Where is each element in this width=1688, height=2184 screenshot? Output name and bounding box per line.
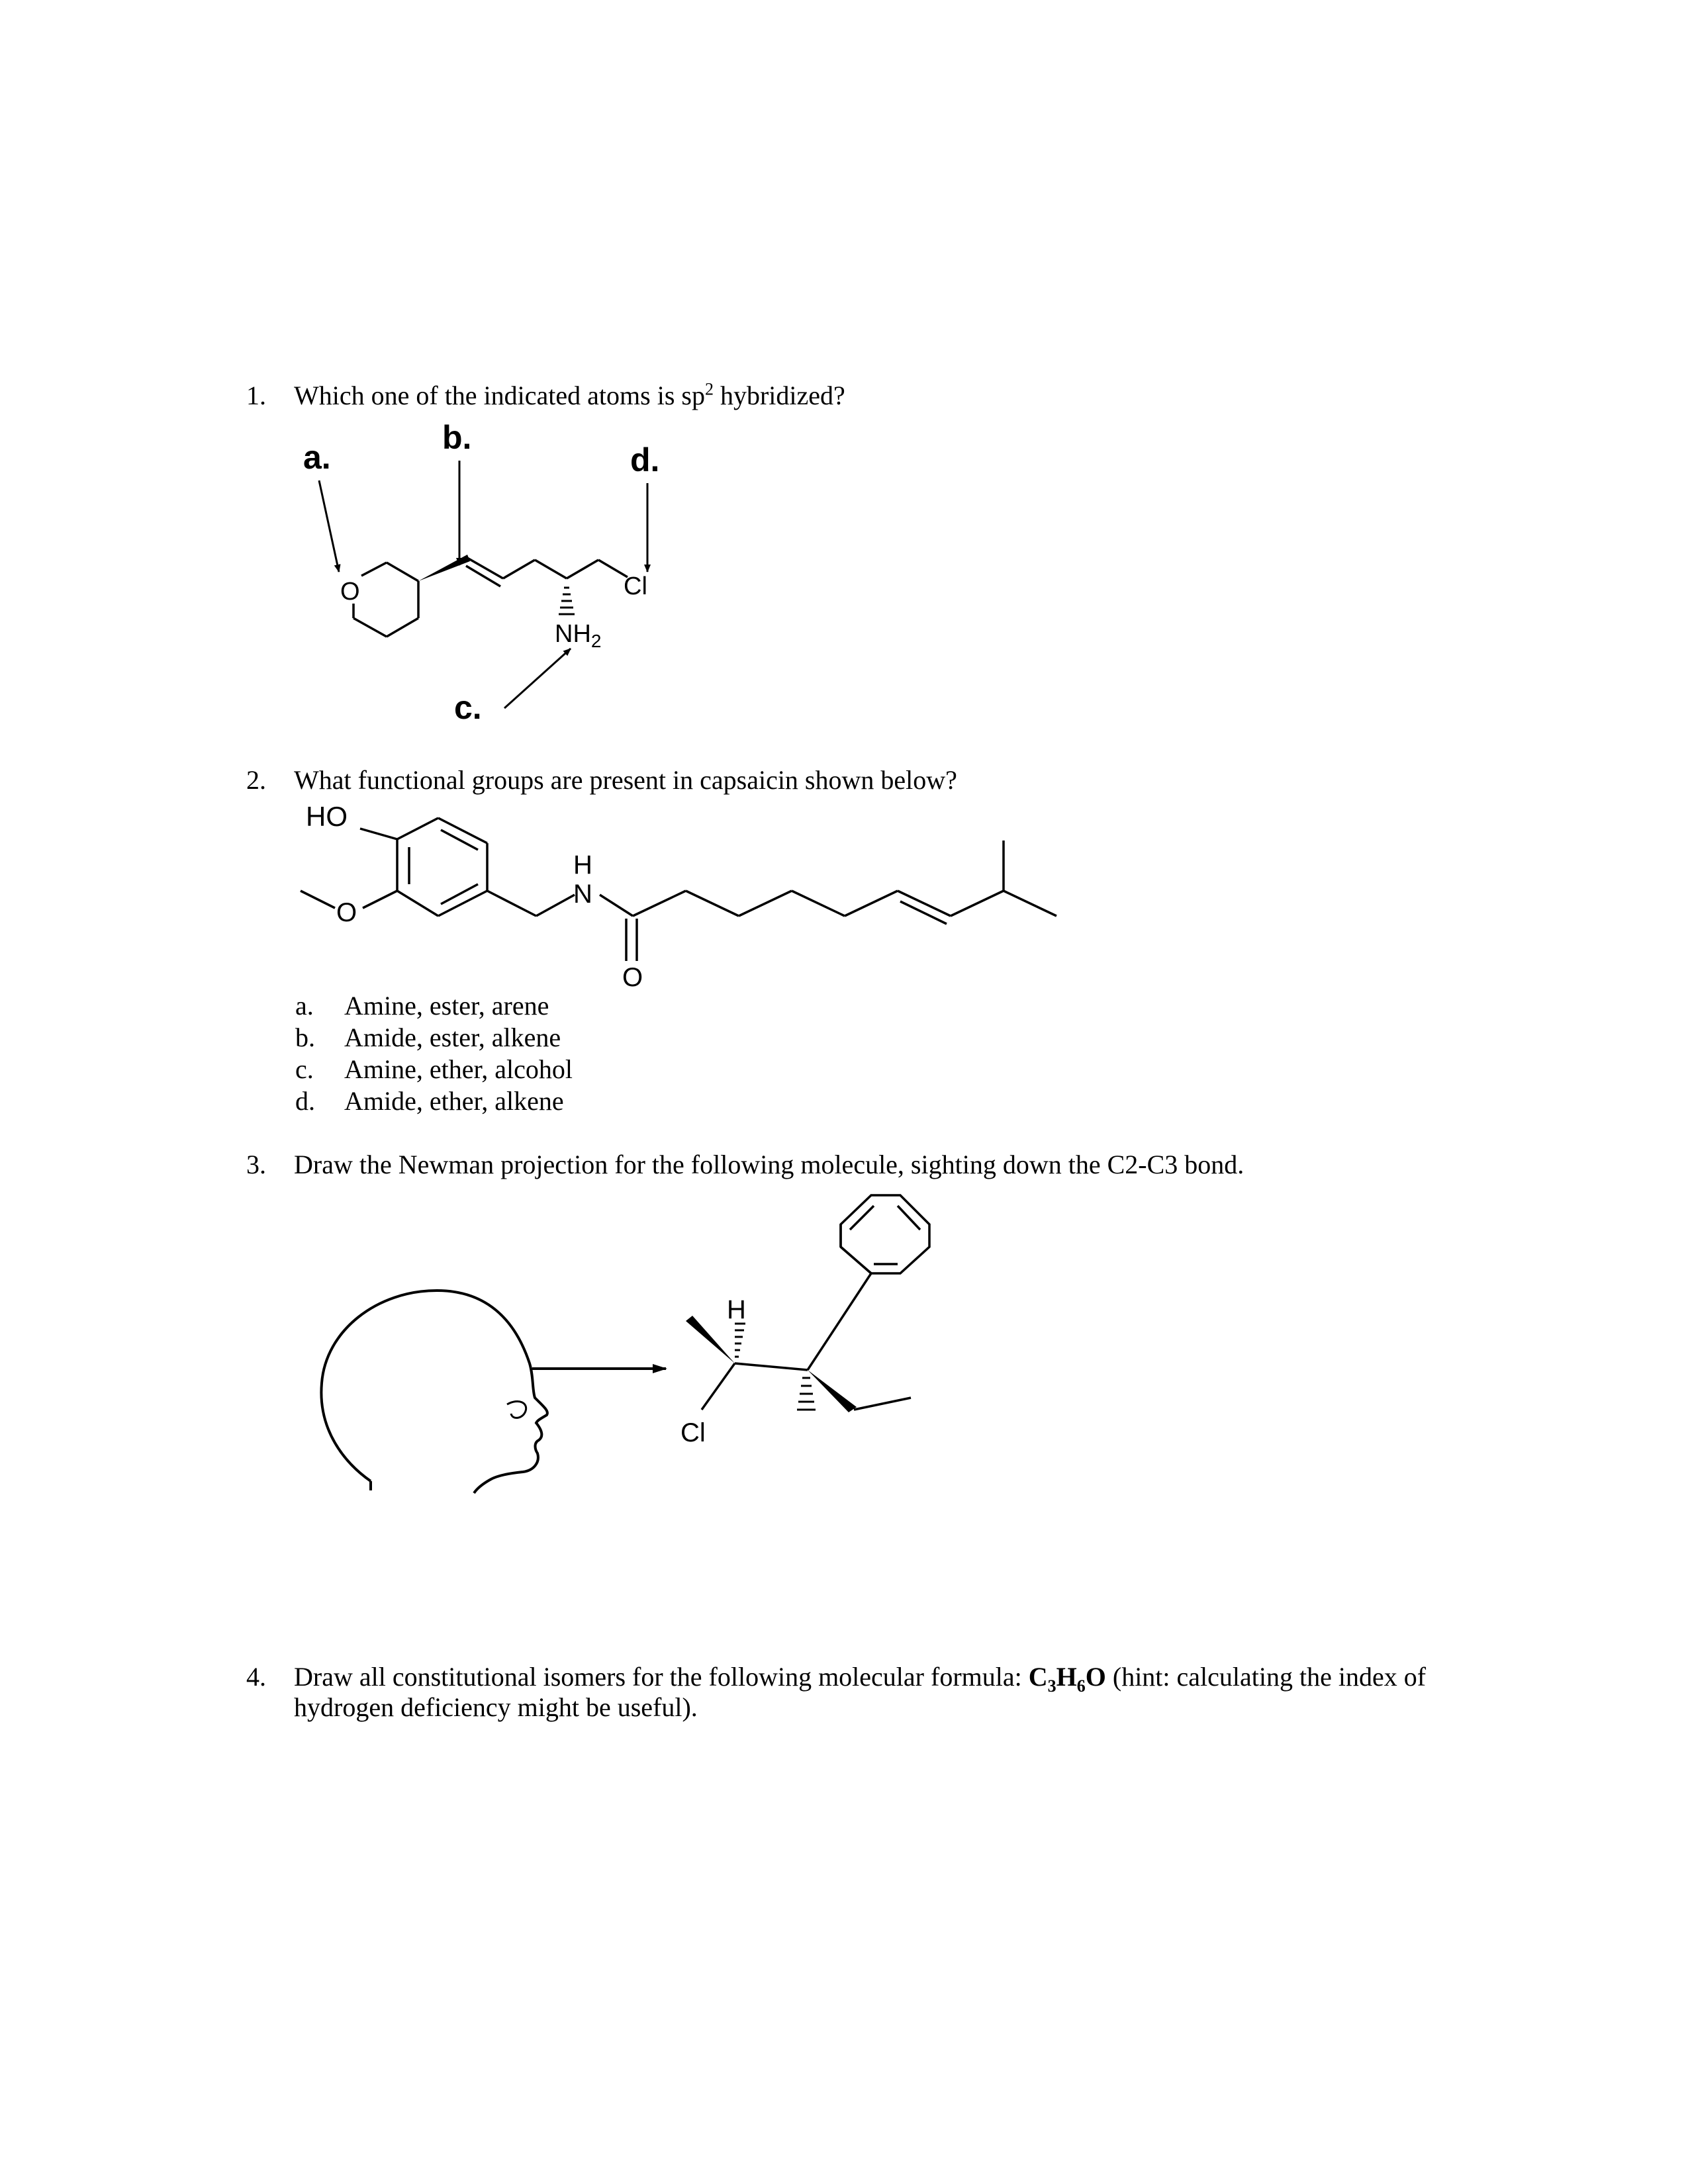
question-text: Draw all constitutional isomers for the following molecular formula: $C_3H_6O$ (hint: calculating the index of: [294, 1662, 1427, 1696]
hashed-h-bond: [735, 1324, 745, 1357]
q2-ether-oxygen: O: [336, 898, 357, 927]
q1-label-c-d: d.: [630, 441, 660, 478]
q1-label-c: c.: [454, 689, 482, 726]
q1-label-b: b.: [442, 419, 472, 456]
mouth-icon: [507, 1401, 526, 1418]
question-number: 2.: [246, 765, 266, 795]
molecular-formula: $C_3H_6O$: [1028, 1662, 1106, 1696]
hashed-methyl-bond: [797, 1378, 816, 1410]
q1-label-a: a.: [303, 439, 331, 476]
option-text: Amide, ether, alkene: [344, 1086, 564, 1116]
option-letter: b.: [295, 1023, 315, 1052]
option-text: Amide, ester, alkene: [344, 1023, 561, 1052]
q2-carbonyl-oxygen: O: [622, 963, 643, 992]
q2-amide-h: H: [573, 850, 592, 880]
option-text: Amine, ester, arene: [344, 991, 549, 1021]
option-letter: c.: [295, 1054, 314, 1084]
q2-amide-n: N: [573, 880, 592, 909]
question-number: 1.: [246, 381, 266, 410]
q2-hydroxyl: HO: [306, 801, 348, 832]
viewer-head-icon: [321, 1291, 547, 1493]
q1-oxygen: O: [340, 578, 360, 606]
question-number: 4.: [246, 1662, 266, 1692]
q3-chlorine: Cl: [680, 1418, 706, 1447]
q3-hydrogen: H: [727, 1295, 746, 1324]
q1-amine: $NH_2$: [555, 620, 602, 651]
question-number: 3.: [246, 1150, 266, 1179]
question-text: Which one of the indicated atoms is $sp^2$ hybridized?: [294, 379, 845, 410]
wedge-ethyl: [808, 1370, 857, 1412]
question-text-line2: hydrogen deficiency might be useful).: [294, 1692, 698, 1722]
option-text: Amine, ether, alcohol: [344, 1054, 573, 1084]
option-letter: d.: [295, 1086, 315, 1116]
option-letter: a.: [295, 991, 314, 1021]
question-text: What functional groups are present in capsaicin shown below?: [294, 765, 957, 795]
question-text: Draw the Newman projection for the following molecule, sighting down the C2-C3 bond.: [294, 1150, 1244, 1179]
q1-chlorine: Cl: [624, 572, 647, 600]
